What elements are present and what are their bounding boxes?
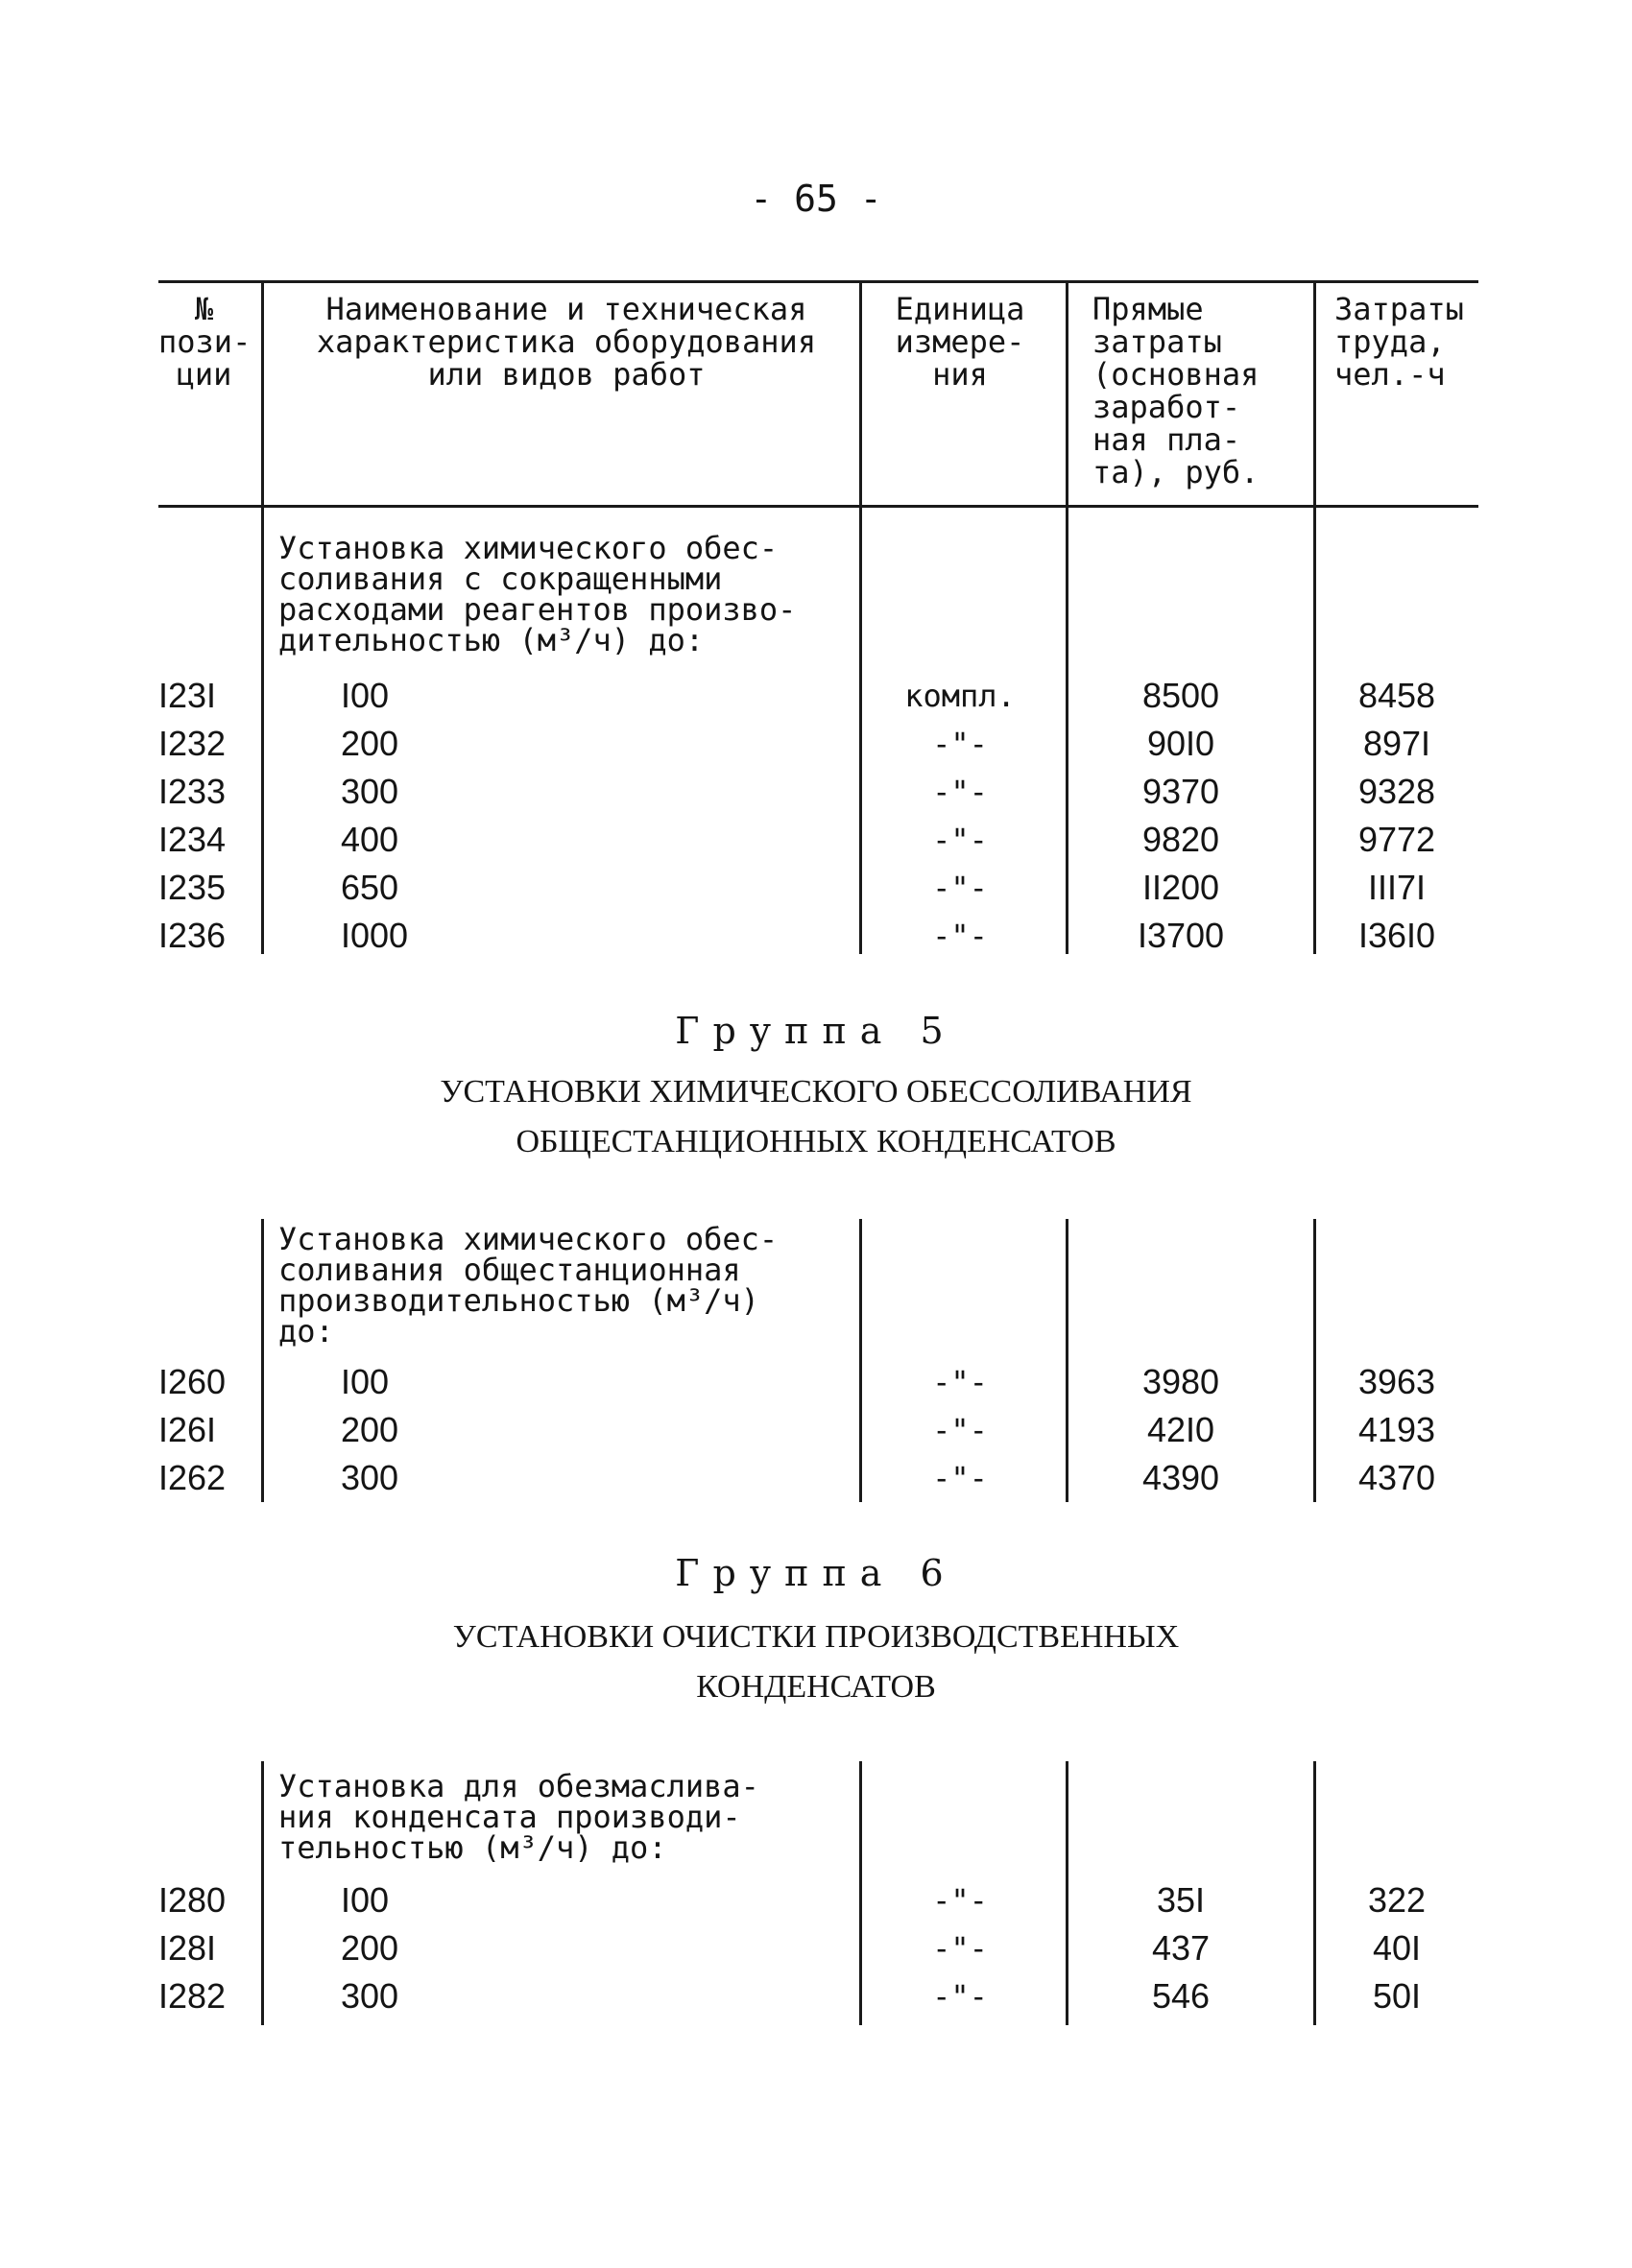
position-number: I260: [158, 1362, 227, 1401]
cost-value: 437: [1151, 1928, 1211, 1968]
capacity-value: 200: [341, 724, 399, 763]
labor-value: 9772: [1357, 820, 1436, 859]
group-6-heading: УСТАНОВКИ ОЧИСТКИ ПРОИЗВОДСТВЕННЫХ КОНДЕНСАТОВ: [452, 1619, 1180, 1705]
cost-value: 546: [1151, 1976, 1211, 2016]
unit-value: -"-: [932, 1978, 988, 2015]
table-row: [0, 1406, 1632, 1454]
group-5-heading: УСТАНОВКИ ХИМИЧЕСКОГО ОБЕССОЛИВАНИЯ ОБЩЕСТАНЦИОННЫХ КОНДЕНСАТОВ: [440, 1074, 1192, 1159]
capacity-value: 200: [341, 1928, 399, 1968]
unit-value: -"-: [932, 870, 988, 906]
position-number: I236: [158, 916, 227, 955]
capacity-value: I00: [341, 1880, 390, 1920]
table-row: [0, 864, 1632, 912]
labor-value: III7I: [1367, 868, 1427, 907]
labor-value: 3963: [1357, 1362, 1436, 1401]
position-number: I232: [158, 724, 227, 763]
cost-value: 9820: [1141, 820, 1220, 859]
header-divider: [261, 283, 264, 506]
capacity-value: 200: [341, 1410, 399, 1449]
header-divider: [1066, 283, 1068, 506]
cost-value: 4390: [1141, 1458, 1220, 1497]
position-number: I28I: [158, 1928, 217, 1968]
capacity-value: I000: [341, 916, 409, 955]
table-row: [0, 1972, 1632, 2020]
position-number: I234: [158, 820, 227, 859]
header-rule-bottom: [158, 505, 1478, 508]
page-number: - 65 -: [750, 178, 882, 220]
capacity-value: 650: [341, 868, 399, 907]
cost-value: 9370: [1141, 772, 1220, 811]
table-row: [0, 1876, 1632, 1924]
labor-value: 8458: [1357, 676, 1436, 715]
capacity-value: 400: [341, 820, 399, 859]
header-rule-top: [158, 280, 1478, 283]
table-row: [0, 912, 1632, 960]
labor-value: 9328: [1357, 772, 1436, 811]
unit-value: -"-: [932, 1412, 988, 1448]
unit-value: -"-: [932, 1460, 988, 1496]
table-row: [0, 768, 1632, 816]
cost-value: I3700: [1137, 916, 1225, 955]
labor-value: 322: [1367, 1880, 1427, 1920]
header-divider: [1313, 283, 1316, 506]
table-row: [0, 1358, 1632, 1406]
table-row: [0, 672, 1632, 720]
capacity-value: 300: [341, 1976, 399, 2016]
header-name: Наименование и техническая характеристика оборудования или видов работ: [316, 291, 817, 393]
unit-value: -"-: [932, 1930, 988, 1967]
labor-value: 4193: [1357, 1410, 1436, 1449]
position-number: I23I: [158, 676, 217, 715]
cost-value: 42I0: [1146, 1410, 1215, 1449]
unit-value: -"-: [932, 918, 988, 954]
unit-value: -"-: [932, 726, 988, 762]
group-5-title: Группа 5: [675, 1010, 957, 1052]
cost-value: 90I0: [1146, 724, 1215, 763]
header-position: № пози- ции: [158, 291, 252, 393]
unit-value: -"-: [932, 822, 988, 858]
header-unit: Единица измере- ния: [895, 291, 1025, 393]
labor-value: 897I: [1362, 724, 1431, 763]
cost-value: 3980: [1141, 1362, 1220, 1401]
capacity-value: I00: [341, 1362, 390, 1401]
table-row: [0, 720, 1632, 768]
cost-value: 8500: [1141, 676, 1220, 715]
capacity-value: I00: [341, 676, 390, 715]
unit-value: -"-: [932, 1364, 988, 1400]
position-number: I26I: [158, 1410, 217, 1449]
position-number: I262: [158, 1458, 227, 1497]
capacity-value: 300: [341, 1458, 399, 1497]
position-number: I235: [158, 868, 227, 907]
cost-value: II200: [1141, 868, 1220, 907]
table-row: [0, 816, 1632, 864]
header-divider: [859, 283, 862, 506]
labor-value: 50I: [1372, 1976, 1422, 2016]
header-cost: Прямые затраты (основная заработ- ная пла- та), руб.: [1092, 291, 1260, 490]
table-row: [0, 1924, 1632, 1972]
group-6-description: Установка для обезмаслива- ния конденсата производи- тельностью (м³/ч) до:: [278, 1768, 759, 1866]
unit-value: компл.: [904, 678, 1016, 714]
labor-value: I36I0: [1357, 916, 1436, 955]
group-5-description: Установка химического обес- соливания общестанционная производительностью (м³/ч) до:: [278, 1221, 779, 1349]
labor-value: 4370: [1357, 1458, 1436, 1497]
cost-value: 35I: [1156, 1880, 1206, 1920]
position-number: I280: [158, 1880, 227, 1920]
table-row: [0, 1454, 1632, 1502]
position-number: I282: [158, 1976, 227, 2016]
unit-value: -"-: [932, 774, 988, 810]
section1-description: Установка химического обес- соливания с сокращенными расходами реагентов произво- дительностью (м³/ч) до:: [278, 530, 797, 658]
position-number: I233: [158, 772, 227, 811]
group-6-title: Группа 6: [675, 1552, 957, 1594]
unit-value: -"-: [932, 1882, 988, 1919]
capacity-value: 300: [341, 772, 399, 811]
labor-value: 40I: [1372, 1928, 1422, 1968]
header-labor: Затраты труда, чел.-ч: [1334, 291, 1464, 393]
